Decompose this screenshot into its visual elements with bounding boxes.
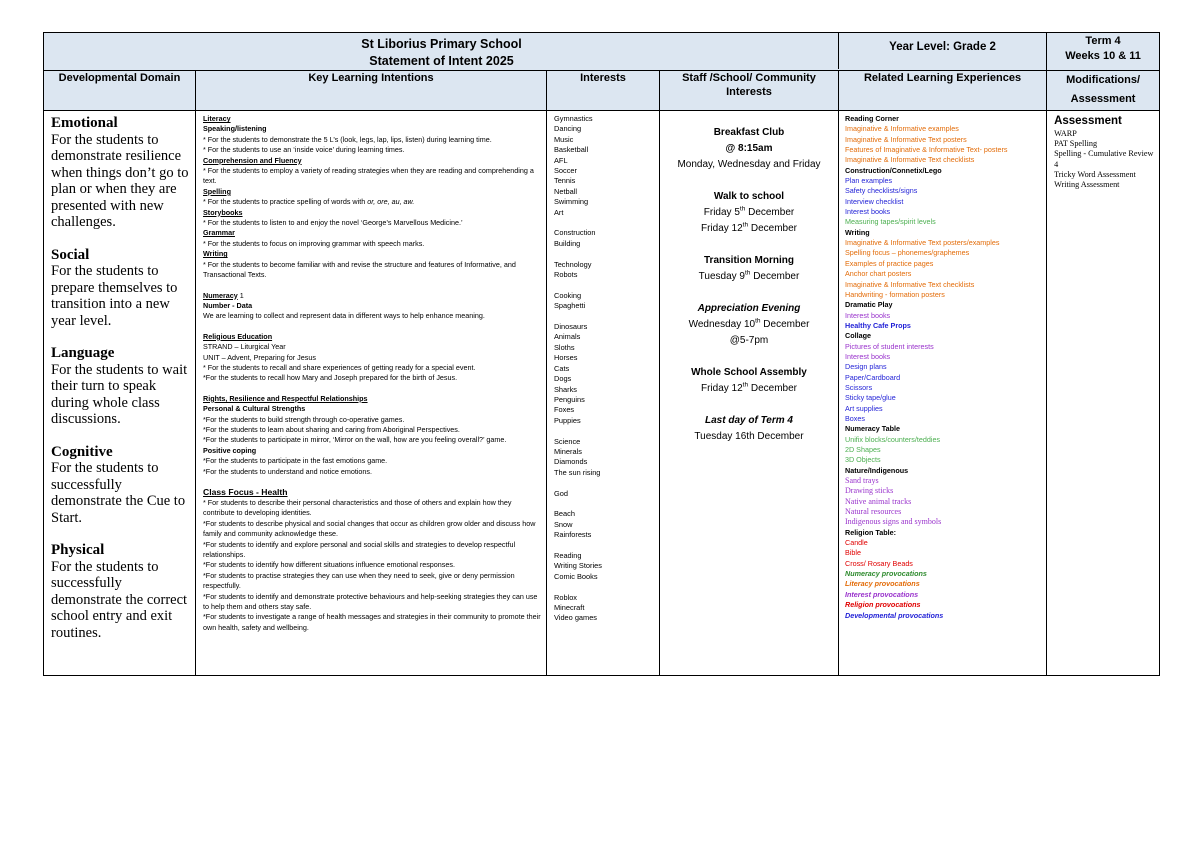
domain-heading: Physical — [51, 542, 105, 558]
related-item: Numeracy provocations — [845, 569, 927, 579]
event-date: Tuesday 16th December — [694, 431, 804, 442]
interest-item: Roblox — [554, 592, 578, 602]
spelling-heading: Spelling — [203, 186, 231, 196]
interest-item: Building — [554, 238, 581, 248]
interest-item: Snow — [554, 519, 573, 529]
domain-emotional — [51, 115, 189, 231]
related-item: Bible — [845, 548, 861, 558]
event-appreciation-evening — [660, 301, 838, 349]
speaking-heading: Speaking/listening — [203, 124, 267, 134]
intention-item: *For students to describe physical and social changes that occur as children grow older and discuss how family and community acknowledge these. — [203, 518, 536, 539]
intention-item: * For students to describe their personal characteristics and those of others and explain how they contribute to developing identities. — [203, 498, 512, 518]
related-item: Features of Imaginative & Informative Text- posters — [845, 145, 1008, 155]
assessment-item: PAT Spelling — [1054, 139, 1098, 149]
interests-list — [554, 114, 655, 624]
interest-item: Robots — [554, 270, 578, 280]
document-title: Statement of Intent 2025 — [369, 54, 514, 68]
related-item: 2D Shapes — [845, 445, 881, 454]
strand: STRAND – Liturgical Year — [203, 342, 286, 352]
related-list — [845, 114, 1042, 621]
related-item: Pictures of student interests — [845, 341, 934, 351]
assessment-item: Tricky Word Assessment — [1054, 169, 1136, 179]
related-item: Plan examples — [845, 176, 893, 186]
comprehension-heading: Comprehension and Fluency — [203, 155, 302, 165]
related-learning-cell — [839, 111, 1047, 676]
religious-heading: Religious Education — [203, 331, 273, 341]
col-key-learning: Key Learning Intentions — [196, 71, 547, 111]
staff-interests-cell — [660, 111, 839, 676]
developmental-domain-cell — [44, 111, 196, 676]
domain-heading: Social — [51, 246, 90, 263]
col-staff-interests: Staff /School/ Community Interests — [660, 71, 839, 111]
interest-item: Minecraft — [554, 602, 585, 612]
intention-item: * For the students to use an ‘inside voice’ during learning times. — [203, 145, 405, 155]
related-item: Imaginative & Informative Text posters — [845, 134, 967, 144]
related-heading: Writing — [845, 227, 870, 237]
intention-item: *For the students to recall how Mary and Joseph prepared for the birth of Jesus. — [203, 373, 458, 383]
interest-item: Diamonds — [554, 457, 588, 467]
related-heading: Religion Table: — [845, 527, 896, 537]
event-date: Wednesday 10th December — [688, 317, 810, 330]
intention-item: * For the students to listen to and enjoy the novel ‘George’s Marvellous Medicine.’ — [203, 218, 463, 228]
interest-item: Music — [554, 134, 574, 144]
event-walk-to-school — [660, 189, 838, 237]
related-item: Interest books — [845, 351, 891, 361]
related-item: Candle — [845, 538, 868, 548]
interest-item: Animals — [554, 332, 581, 342]
related-item: Drawing sticks — [845, 486, 894, 496]
event-title: Whole School Assembly — [691, 367, 807, 378]
grammar-heading: Grammar — [203, 228, 235, 238]
numeracy-suffix: 1 — [237, 290, 244, 300]
interest-item: Science — [554, 436, 581, 446]
related-item: Interview checklist — [845, 196, 904, 206]
related-item: Healthy Cafe Props — [845, 320, 911, 330]
domain-text: For the students to successfully demonstrate the correct school entry and exit routines. — [51, 558, 188, 641]
interest-item: Soccer — [554, 166, 578, 176]
term-cell — [1047, 33, 1160, 71]
interest-item: Tennis — [554, 176, 576, 186]
related-item: Sticky tape/glue — [845, 393, 896, 403]
domain-language — [51, 345, 189, 428]
related-item: Developmental provocations — [845, 610, 944, 620]
related-item: Imaginative & Informative Text checklists — [845, 155, 975, 165]
related-item: Literacy provocations — [845, 579, 920, 589]
event-date: Friday 12th December — [700, 381, 797, 394]
col-interests: Interests — [547, 71, 660, 111]
interest-item: Art — [554, 207, 564, 217]
interest-item: Video games — [554, 613, 598, 623]
event-title: Walk to school — [713, 191, 785, 202]
related-item: Art supplies — [845, 403, 883, 413]
related-item: Unifix blocks/counters/teddies — [845, 434, 941, 444]
interest-item: God — [554, 488, 568, 498]
assessment-cell — [1047, 111, 1160, 676]
interest-item: Comic Books — [554, 571, 598, 581]
col-modifications: Modifications/ Assessment — [1047, 71, 1160, 111]
related-item: Paper/Cardboard — [845, 372, 901, 382]
intention-item: *For the students to build strength through co-operative games. — [203, 414, 405, 424]
related-item: Native animal tracks — [845, 496, 912, 506]
interest-item: Technology — [554, 259, 592, 269]
assessment-item: WARP — [1054, 129, 1077, 138]
related-item: Interest provocations — [845, 589, 919, 599]
number-data-heading: Number - Data — [203, 300, 253, 310]
event-time: @5-7pm — [729, 335, 769, 346]
interest-item: Horses — [554, 353, 578, 363]
interest-item: Netball — [554, 186, 578, 196]
event-title: Last day of Term 4 — [705, 415, 793, 426]
interest-item: Puppies — [554, 415, 581, 425]
interest-item: Dinosaurs — [554, 322, 588, 332]
domain-text: For the students to wait their turn to speak during whole class discussions. — [51, 361, 188, 427]
unit: UNIT – Advent, Preparing for Jesus — [203, 352, 316, 362]
positive-heading: Positive coping — [203, 445, 257, 455]
related-item: Boxes — [845, 413, 865, 423]
interest-item: Penguins — [554, 394, 585, 404]
related-item: Natural resources — [845, 507, 902, 517]
interest-item: Sloths — [554, 342, 575, 352]
term: Term 4 — [1085, 35, 1121, 47]
related-item: Indigenous signs and symbols — [845, 517, 942, 527]
event-date: Friday 5th December — [703, 205, 795, 218]
col-developmental-domain: Developmental Domain — [44, 71, 196, 111]
event-days: Monday, Wednesday and Friday — [677, 159, 821, 170]
related-item: 3D Objects — [845, 455, 881, 465]
literacy-heading: Literacy — [203, 114, 231, 123]
interest-item: Beach — [554, 509, 575, 519]
interest-item: The sun rising — [554, 467, 601, 477]
related-item: Handwriting - formation posters — [845, 289, 945, 299]
intention-item: *For students to identify and demonstrate protective behaviours and help-seeking strategies they can use to help them and others stay safe. — [203, 591, 538, 612]
related-heading: Reading Corner — [845, 114, 899, 123]
title-cell — [44, 33, 1047, 71]
interest-item: Writing Stories — [554, 561, 602, 571]
interest-item: Dogs — [554, 374, 572, 384]
spelling-text: * For the students to practice spelling of words with — [203, 197, 368, 207]
intention-item: *For the students to participate in mirror, ‘Mirror on the wall, how are you feeling overall?’ game. — [203, 435, 507, 445]
writing-heading: Writing — [203, 249, 228, 259]
domain-heading: Emotional — [51, 115, 118, 131]
related-item: Religion provocations — [845, 600, 921, 610]
intention-item: *For students to investigate a range of health messages and strategies in their community to promote their own health, safety and wellbeing. — [203, 612, 541, 632]
storybooks-heading: Storybooks — [203, 207, 243, 217]
rights-heading: Rights, Resilience and Respectful Relationships — [203, 393, 368, 403]
interest-item: Cats — [554, 363, 570, 373]
related-item: Design plans — [845, 362, 887, 372]
domain-physical — [51, 542, 189, 641]
interest-item: Dancing — [554, 124, 582, 134]
related-item: Imaginative & Informative Text posters/examples — [845, 238, 1000, 248]
numeracy-line — [203, 291, 542, 301]
intention-item: *For the students to learn about sharing and caring from Aboriginal Perspectives. — [203, 424, 460, 434]
event-date: Tuesday 9th December — [698, 269, 800, 282]
school-name: St Liborius Primary School — [361, 37, 522, 51]
interest-item: Minerals — [554, 446, 582, 456]
related-item: Sand trays — [845, 476, 879, 486]
related-heading: Nature/Indigenous — [845, 465, 909, 475]
event-breakfast-club — [660, 125, 838, 173]
event-time: @ 8:15am — [725, 143, 773, 154]
interest-item: Basketball — [554, 145, 589, 155]
event-title: Breakfast Club — [713, 127, 785, 138]
domain-text: For the students to prepare themselves to transition into a new year level. — [51, 263, 178, 329]
event-transition-morning — [660, 253, 838, 285]
weeks: Weeks 10 & 11 — [1065, 50, 1141, 62]
interest-item: Gymnastics — [554, 114, 593, 123]
related-item: Measuring tapes/spirit levels — [845, 217, 936, 227]
event-date: Friday 12th December — [700, 221, 797, 234]
key-learning-cell — [196, 111, 547, 676]
domain-social — [51, 247, 189, 330]
personal-heading: Personal & Cultural Strengths — [203, 404, 306, 414]
related-item: Anchor chart posters — [845, 269, 912, 279]
related-item: Cross/ Rosary Beads — [845, 558, 913, 568]
interest-item: Construction — [554, 228, 596, 238]
intention-item: We are learning to collect and represent data in different ways to help enhance meaning. — [203, 311, 485, 321]
event-whole-school-assembly — [660, 365, 838, 397]
intention-item: * For the students to focus on improving grammar with speech marks. — [203, 238, 425, 248]
domain-text: For the students to successfully demonstrate the Cue to Start. — [51, 460, 186, 526]
event-title: Transition Morning — [704, 255, 794, 266]
related-item: Examples of practice pages — [845, 258, 934, 268]
related-heading: Dramatic Play — [845, 300, 893, 310]
year-level: Year Level: Grade 2 — [838, 33, 1046, 69]
domain-cognitive — [51, 444, 189, 527]
intention-item: *For the students to understand and notice emotions. — [203, 466, 373, 476]
interest-item: AFL — [554, 155, 568, 165]
domain-heading: Cognitive — [51, 443, 113, 460]
related-item: Interest books — [845, 207, 891, 217]
interest-item: Reading — [554, 550, 582, 560]
related-heading: Construction/Connetix/Lego — [845, 165, 942, 175]
intention-item: *For students to practise strategies they can use when they need to seek, give or deny permission respectfully. — [203, 570, 515, 591]
intention-item — [203, 197, 542, 207]
domain-text: For the students to demonstrate resilience when things don’t go to plan or when they are presented with new challenges. — [51, 131, 189, 230]
related-item: Scissors — [845, 382, 873, 392]
domain-heading: Language — [51, 345, 115, 361]
interest-item: Cooking — [554, 290, 582, 300]
assessment-heading: Assessment — [1054, 115, 1122, 127]
related-heading: Numeracy Table — [845, 424, 900, 434]
intention-item: * For the students to demonstrate the 5 L’s (look, legs, lap, lips, listen) during learning time. — [203, 134, 492, 144]
col-related-learning: Related Learning Experiences — [839, 71, 1047, 111]
intention-item: *For students to identify and explore personal and social skills and strategies to develop respectful relationships. — [203, 539, 516, 560]
statement-of-intent-table — [43, 32, 1160, 676]
event-title: Appreciation Evening — [697, 303, 801, 314]
related-heading: Collage — [845, 331, 871, 341]
intention-item: *For the students to participate in the fast emotions game. — [203, 456, 388, 466]
interests-cell — [547, 111, 660, 676]
interest-item: Swimming — [554, 197, 589, 207]
related-item: Imaginative & Informative Text checklists — [845, 279, 975, 289]
interest-item: Sharks — [554, 384, 578, 394]
assessment-item: Writing Assessment — [1054, 180, 1120, 190]
related-item: Spelling focus – phonemes/graphemes — [845, 248, 970, 258]
event-last-day — [660, 413, 838, 445]
intention-item: * For the students to become familiar with and revise the structure and features of Informative, and Transactional Texts. — [203, 259, 516, 280]
related-item: Imaginative & Informative examples — [845, 124, 959, 134]
related-item: Safety checklists/signs — [845, 186, 918, 196]
spelling-words: or, ore, au, aw. — [367, 197, 415, 207]
interest-item: Rainforests — [554, 530, 592, 540]
related-item: Interest books — [845, 310, 891, 320]
intention-item: * For the students to recall and share experiences of getting ready for a special event. — [203, 362, 476, 372]
numeracy-heading: Numeracy — [203, 290, 238, 300]
intention-item: *For students to identify how different situations influence emotional responses. — [203, 560, 455, 570]
interest-item: Foxes — [554, 405, 575, 415]
interest-item: Spaghetti — [554, 301, 586, 311]
class-focus-heading: Class Focus - Health — [203, 487, 288, 497]
assessment-item: Spelling - Cumulative Review 4 — [1054, 149, 1154, 169]
intention-item: * For the students to employ a variety of reading strategies when they are reading and comprehending a text. — [203, 166, 534, 186]
